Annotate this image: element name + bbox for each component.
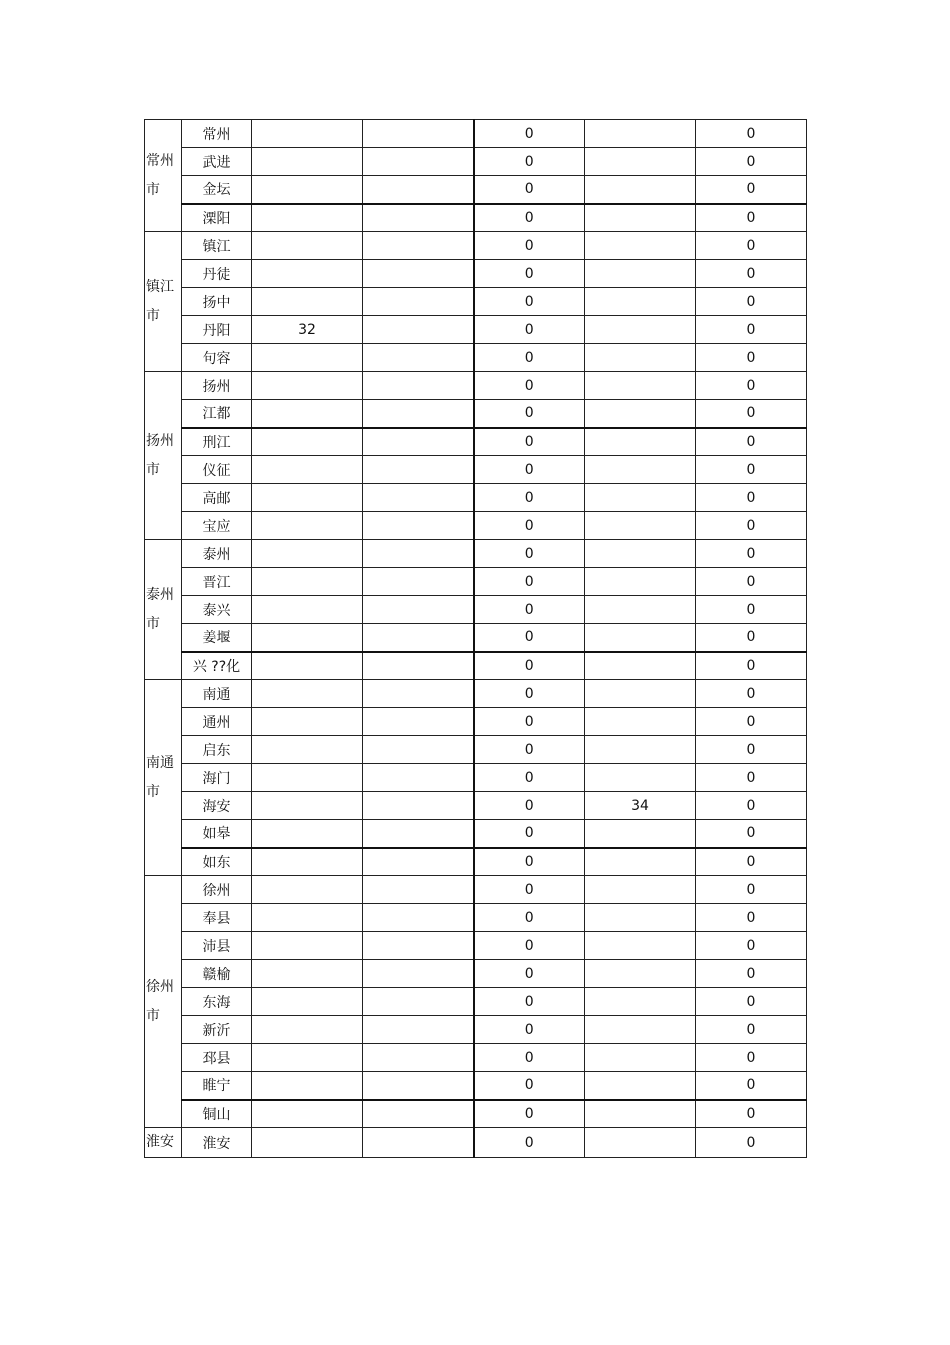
value-cell-c4 [585, 1100, 696, 1128]
value-cell-c3: 0 [474, 1072, 585, 1100]
county-cell: 邳县 [182, 1044, 252, 1072]
county-cell: 奉县 [182, 904, 252, 932]
county-cell: 扬州 [182, 372, 252, 400]
value-cell-c1 [252, 260, 363, 288]
table-row [145, 428, 807, 456]
value-cell-c4 [585, 848, 696, 876]
value-cell-c4 [585, 428, 696, 456]
value-cell-c2 [363, 512, 474, 540]
value-cell-c4 [585, 1016, 696, 1044]
value-cell-c4 [585, 1072, 696, 1100]
value-cell-c1 [252, 120, 363, 148]
value-cell-c3: 0 [474, 540, 585, 568]
value-cell-c2 [363, 764, 474, 792]
value-cell-c2 [363, 372, 474, 400]
value-cell-c4 [585, 764, 696, 792]
value-cell-c1 [252, 568, 363, 596]
value-cell-c2 [363, 1100, 474, 1128]
table-row [145, 204, 807, 232]
value-cell-c1 [252, 512, 363, 540]
value-cell-c3: 0 [474, 512, 585, 540]
value-cell-c1 [252, 176, 363, 204]
value-cell-c2 [363, 848, 474, 876]
value-cell-c1 [252, 736, 363, 764]
table-row [145, 792, 807, 820]
value-cell-c2 [363, 960, 474, 988]
value-cell-c5: 0 [696, 708, 807, 736]
value-cell-c2 [363, 624, 474, 652]
value-cell-c1 [252, 1016, 363, 1044]
value-cell-c2 [363, 344, 474, 372]
value-cell-c2 [363, 148, 474, 176]
value-cell-c2 [363, 904, 474, 932]
value-cell-c3: 0 [474, 596, 585, 624]
value-cell-c4 [585, 624, 696, 652]
value-cell-c5: 0 [696, 848, 807, 876]
value-cell-c5: 0 [696, 904, 807, 932]
table-row [145, 708, 807, 736]
value-cell-c4 [585, 1128, 696, 1158]
value-cell-c2 [363, 400, 474, 428]
value-cell-c1 [252, 204, 363, 232]
table-row [145, 372, 807, 400]
table-body [145, 120, 807, 1158]
county-cell: 徐州 [182, 876, 252, 904]
value-cell-c5: 0 [696, 596, 807, 624]
value-cell-c3: 0 [474, 708, 585, 736]
value-cell-c5: 0 [696, 372, 807, 400]
value-cell-c4 [585, 344, 696, 372]
value-cell-c4 [585, 148, 696, 176]
table-row [145, 932, 807, 960]
value-cell-c5: 0 [696, 344, 807, 372]
county-cell: 睢宁 [182, 1072, 252, 1100]
table-row [145, 624, 807, 652]
value-cell-c5: 0 [696, 1128, 807, 1158]
county-cell: 海安 [182, 792, 252, 820]
value-cell-c5: 0 [696, 456, 807, 484]
value-cell-c5: 0 [696, 540, 807, 568]
city-cell: 徐州市 [145, 876, 182, 1128]
table-row [145, 848, 807, 876]
value-cell-c3: 0 [474, 1044, 585, 1072]
value-cell-c4 [585, 316, 696, 344]
table-row [145, 904, 807, 932]
value-cell-c2 [363, 316, 474, 344]
county-cell: 泰州 [182, 540, 252, 568]
value-cell-c1 [252, 288, 363, 316]
value-cell-c2 [363, 260, 474, 288]
value-cell-c1 [252, 484, 363, 512]
value-cell-c2 [363, 540, 474, 568]
table-row [145, 568, 807, 596]
value-cell-c3: 0 [474, 988, 585, 1016]
value-cell-c5: 0 [696, 260, 807, 288]
value-cell-c5: 0 [696, 820, 807, 848]
value-cell-c2 [363, 232, 474, 260]
value-cell-c1 [252, 708, 363, 736]
value-cell-c1 [252, 988, 363, 1016]
table-row [145, 960, 807, 988]
value-cell-c2 [363, 204, 474, 232]
value-cell-c4 [585, 400, 696, 428]
county-cell: 兴 ??化 [182, 652, 252, 680]
value-cell-c2 [363, 120, 474, 148]
value-cell-c5: 0 [696, 512, 807, 540]
table-row [145, 288, 807, 316]
value-cell-c3: 0 [474, 1016, 585, 1044]
county-cell: 金坛 [182, 176, 252, 204]
value-cell-c5: 0 [696, 792, 807, 820]
value-cell-c5: 0 [696, 400, 807, 428]
county-cell: 新沂 [182, 1016, 252, 1044]
value-cell-c4: 34 [585, 792, 696, 820]
county-cell: 沛县 [182, 932, 252, 960]
value-cell-c3: 0 [474, 232, 585, 260]
value-cell-c1 [252, 876, 363, 904]
table-row [145, 512, 807, 540]
value-cell-c1 [252, 232, 363, 260]
table-row [145, 232, 807, 260]
city-cell: 常州市 [145, 120, 182, 232]
value-cell-c2 [363, 820, 474, 848]
table-row [145, 484, 807, 512]
value-cell-c4 [585, 708, 696, 736]
value-cell-c4 [585, 820, 696, 848]
value-cell-c3: 0 [474, 428, 585, 456]
value-cell-c4 [585, 876, 696, 904]
value-cell-c2 [363, 792, 474, 820]
value-cell-c4 [585, 372, 696, 400]
county-cell: 启东 [182, 736, 252, 764]
table-row [145, 120, 807, 148]
value-cell-c5: 0 [696, 1100, 807, 1128]
value-cell-c2 [363, 876, 474, 904]
table-row [145, 1128, 807, 1158]
value-cell-c2 [363, 1128, 474, 1158]
value-cell-c5: 0 [696, 1072, 807, 1100]
value-cell-c3: 0 [474, 568, 585, 596]
value-cell-c3: 0 [474, 764, 585, 792]
table-row [145, 344, 807, 372]
value-cell-c3: 0 [474, 204, 585, 232]
value-cell-c3: 0 [474, 372, 585, 400]
county-cell: 泰兴 [182, 596, 252, 624]
value-cell-c4 [585, 960, 696, 988]
value-cell-c5: 0 [696, 736, 807, 764]
table-row [145, 876, 807, 904]
value-cell-c5: 0 [696, 316, 807, 344]
city-cell: 南通市 [145, 680, 182, 876]
value-cell-c2 [363, 1072, 474, 1100]
table-row [145, 400, 807, 428]
county-cell: 东海 [182, 988, 252, 1016]
value-cell-c2 [363, 176, 474, 204]
value-cell-c5: 0 [696, 1044, 807, 1072]
value-cell-c3: 0 [474, 456, 585, 484]
value-cell-c4 [585, 568, 696, 596]
value-cell-c4 [585, 680, 696, 708]
value-cell-c3: 0 [474, 1100, 585, 1128]
value-cell-c4 [585, 512, 696, 540]
value-cell-c4 [585, 232, 696, 260]
county-cell: 铜山 [182, 1100, 252, 1128]
value-cell-c2 [363, 456, 474, 484]
value-cell-c5: 0 [696, 148, 807, 176]
value-cell-c5: 0 [696, 1016, 807, 1044]
value-cell-c3: 0 [474, 260, 585, 288]
value-cell-c1 [252, 960, 363, 988]
value-cell-c3: 0 [474, 344, 585, 372]
value-cell-c5: 0 [696, 932, 807, 960]
table-row [145, 1016, 807, 1044]
county-cell: 海门 [182, 764, 252, 792]
value-cell-c5: 0 [696, 876, 807, 904]
county-cell: 镇江 [182, 232, 252, 260]
table-row [145, 456, 807, 484]
value-cell-c3: 0 [474, 1128, 585, 1158]
value-cell-c4 [585, 540, 696, 568]
county-cell: 江都 [182, 400, 252, 428]
value-cell-c3: 0 [474, 288, 585, 316]
value-cell-c4 [585, 176, 696, 204]
table-row [145, 988, 807, 1016]
county-cell: 句容 [182, 344, 252, 372]
value-cell-c3: 0 [474, 848, 585, 876]
value-cell-c2 [363, 736, 474, 764]
value-cell-c2 [363, 596, 474, 624]
value-cell-c1 [252, 344, 363, 372]
value-cell-c1 [252, 400, 363, 428]
table-row [145, 176, 807, 204]
value-cell-c1 [252, 596, 363, 624]
value-cell-c5: 0 [696, 960, 807, 988]
value-cell-c2 [363, 932, 474, 960]
table-row [145, 736, 807, 764]
value-cell-c5: 0 [696, 764, 807, 792]
value-cell-c1 [252, 904, 363, 932]
value-cell-c1 [252, 428, 363, 456]
value-cell-c1 [252, 540, 363, 568]
county-cell: 南通 [182, 680, 252, 708]
county-cell: 淮安 [182, 1128, 252, 1158]
value-cell-c1 [252, 680, 363, 708]
table-row [145, 1072, 807, 1100]
value-cell-c4 [585, 204, 696, 232]
value-cell-c4 [585, 456, 696, 484]
table-row [145, 540, 807, 568]
value-cell-c5: 0 [696, 988, 807, 1016]
value-cell-c3: 0 [474, 400, 585, 428]
value-cell-c2 [363, 428, 474, 456]
value-cell-c4 [585, 1044, 696, 1072]
value-cell-c2 [363, 680, 474, 708]
value-cell-c4 [585, 596, 696, 624]
value-cell-c3: 0 [474, 820, 585, 848]
value-cell-c3: 0 [474, 148, 585, 176]
value-cell-c1 [252, 1044, 363, 1072]
value-cell-c4 [585, 904, 696, 932]
county-cell: 通州 [182, 708, 252, 736]
value-cell-c4 [585, 652, 696, 680]
county-cell: 常州 [182, 120, 252, 148]
value-cell-c4 [585, 736, 696, 764]
table-row [145, 1044, 807, 1072]
county-cell: 武进 [182, 148, 252, 176]
value-cell-c2 [363, 1044, 474, 1072]
county-cell: 扬中 [182, 288, 252, 316]
value-cell-c5: 0 [696, 484, 807, 512]
value-cell-c1 [252, 372, 363, 400]
value-cell-c1: 32 [252, 316, 363, 344]
value-cell-c1 [252, 148, 363, 176]
table-row [145, 680, 807, 708]
value-cell-c2 [363, 652, 474, 680]
table-row [145, 260, 807, 288]
county-cell: 高邮 [182, 484, 252, 512]
value-cell-c5: 0 [696, 204, 807, 232]
county-cell: 仪征 [182, 456, 252, 484]
value-cell-c2 [363, 484, 474, 512]
city-cell: 泰州市 [145, 540, 182, 680]
table-row [145, 820, 807, 848]
table-row [145, 596, 807, 624]
value-cell-c3: 0 [474, 484, 585, 512]
value-cell-c5: 0 [696, 624, 807, 652]
value-cell-c1 [252, 624, 363, 652]
value-cell-c5: 0 [696, 428, 807, 456]
table-row [145, 764, 807, 792]
value-cell-c1 [252, 1072, 363, 1100]
value-cell-c5: 0 [696, 288, 807, 316]
county-cell: 如东 [182, 848, 252, 876]
value-cell-c2 [363, 288, 474, 316]
value-cell-c3: 0 [474, 792, 585, 820]
county-cell: 姜堰 [182, 624, 252, 652]
value-cell-c3: 0 [474, 932, 585, 960]
data-table [144, 119, 807, 1158]
value-cell-c1 [252, 764, 363, 792]
table-row [145, 652, 807, 680]
value-cell-c3: 0 [474, 176, 585, 204]
city-cell: 扬州市 [145, 372, 182, 540]
city-cell: 淮安 [145, 1128, 182, 1158]
value-cell-c1 [252, 848, 363, 876]
value-cell-c1 [252, 1100, 363, 1128]
value-cell-c3: 0 [474, 120, 585, 148]
value-cell-c5: 0 [696, 652, 807, 680]
value-cell-c5: 0 [696, 120, 807, 148]
table-row [145, 316, 807, 344]
value-cell-c2 [363, 568, 474, 596]
value-cell-c3: 0 [474, 652, 585, 680]
value-cell-c4 [585, 120, 696, 148]
county-cell: 赣榆 [182, 960, 252, 988]
value-cell-c1 [252, 932, 363, 960]
value-cell-c5: 0 [696, 680, 807, 708]
value-cell-c4 [585, 260, 696, 288]
value-cell-c5: 0 [696, 568, 807, 596]
value-cell-c1 [252, 1128, 363, 1158]
value-cell-c4 [585, 484, 696, 512]
value-cell-c4 [585, 288, 696, 316]
county-cell: 溧阳 [182, 204, 252, 232]
value-cell-c2 [363, 988, 474, 1016]
city-cell: 镇江市 [145, 232, 182, 372]
value-cell-c3: 0 [474, 680, 585, 708]
county-cell: 丹徒 [182, 260, 252, 288]
value-cell-c1 [252, 456, 363, 484]
value-cell-c4 [585, 988, 696, 1016]
value-cell-c1 [252, 652, 363, 680]
value-cell-c2 [363, 708, 474, 736]
value-cell-c3: 0 [474, 736, 585, 764]
value-cell-c3: 0 [474, 316, 585, 344]
county-cell: 晋江 [182, 568, 252, 596]
value-cell-c5: 0 [696, 176, 807, 204]
value-cell-c2 [363, 1016, 474, 1044]
value-cell-c5: 0 [696, 232, 807, 260]
value-cell-c3: 0 [474, 960, 585, 988]
county-cell: 如皋 [182, 820, 252, 848]
value-cell-c1 [252, 820, 363, 848]
county-cell: 刑江 [182, 428, 252, 456]
table-row [145, 1100, 807, 1128]
table-row [145, 148, 807, 176]
value-cell-c1 [252, 792, 363, 820]
county-cell: 丹阳 [182, 316, 252, 344]
value-cell-c3: 0 [474, 624, 585, 652]
value-cell-c3: 0 [474, 904, 585, 932]
county-cell: 宝应 [182, 512, 252, 540]
value-cell-c3: 0 [474, 876, 585, 904]
value-cell-c4 [585, 932, 696, 960]
